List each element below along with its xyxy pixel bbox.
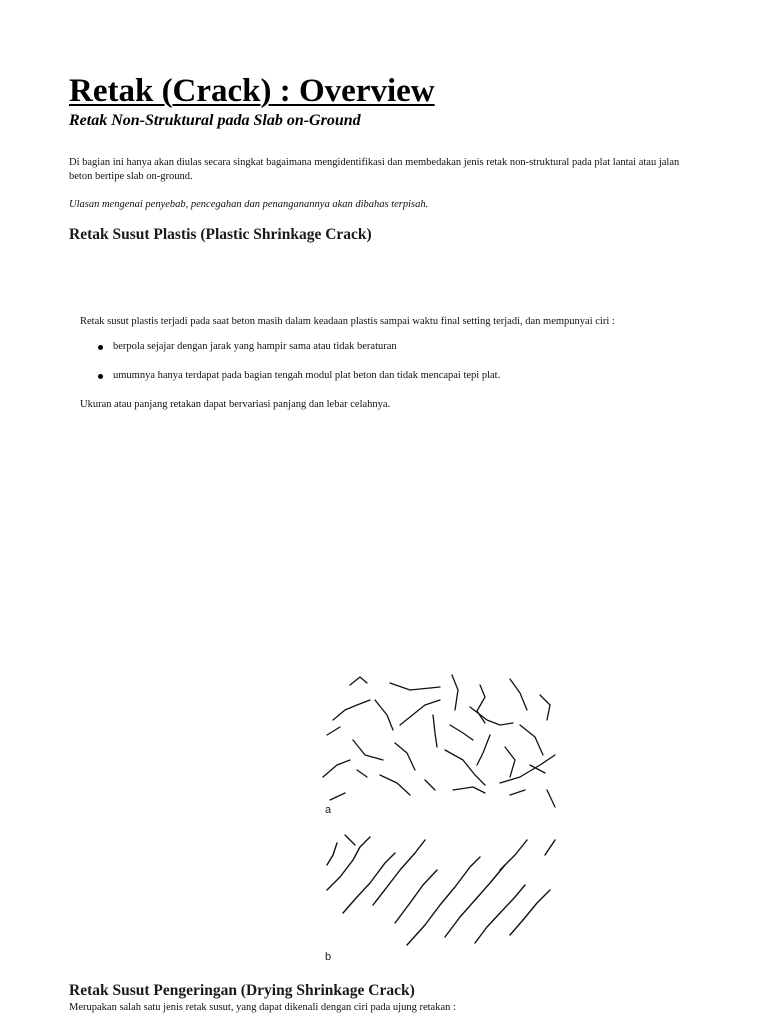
bullet-icon xyxy=(98,345,103,350)
list-item-text: umumnya hanya terdapat pada bagian tengah modul plat beton dan tidak mencapai tepi plat. xyxy=(113,370,501,381)
bullet-icon xyxy=(98,374,103,379)
parallel-crack-pattern xyxy=(327,835,555,945)
section-heading-plastic-shrinkage: Retak Susut Plastis (Plastic Shrinkage Crack) xyxy=(69,226,372,243)
plastic-shrinkage-paragraph: Retak susut plastis terjadi pada saat beton masih dalam keadaan plastis sampai waktu final setting terjadi, dan mempunyai ciri : xyxy=(80,316,615,327)
intro-note: Ulasan mengenai penyebab, pencegahan dan penanganannya akan dibahas terpisah. xyxy=(69,199,429,210)
list-item-text: berpola sejajar dengan jarak yang hampir sama atau tidak beraturan xyxy=(113,341,397,352)
list-item xyxy=(80,340,680,354)
plastic-shrinkage-feature-list xyxy=(80,340,680,383)
random-crack-pattern xyxy=(323,675,555,807)
page-title: Retak (Crack) : Overview xyxy=(69,73,435,109)
crack-pattern-illustration xyxy=(315,665,575,965)
figure-label-a: a xyxy=(325,804,332,816)
crack-size-note: Ukuran atau panjang retakan dapat bervariasi panjang dan lebar celahnya. xyxy=(80,399,391,410)
list-item xyxy=(80,369,680,383)
intro-paragraph: Di bagian ini hanya akan diulas secara singkat bagaimana mengidentifikasi dan membedakan jenis retak non-struktural pada plat lantai atau jalan beton bertipe slab on-ground. xyxy=(69,157,680,182)
figure-label-b: b xyxy=(325,951,332,963)
section-heading-drying-shrinkage: Retak Susut Pengeringan (Drying Shrinkage Crack) xyxy=(69,982,415,999)
page-subtitle: Retak Non-Struktural pada Slab on-Ground xyxy=(69,112,361,129)
drying-shrinkage-paragraph: Merupakan salah satu jenis retak susut, yang dapat dikenali dengan ciri pada ujung retakan : xyxy=(69,1002,456,1013)
crack-pattern-figure xyxy=(315,665,575,965)
